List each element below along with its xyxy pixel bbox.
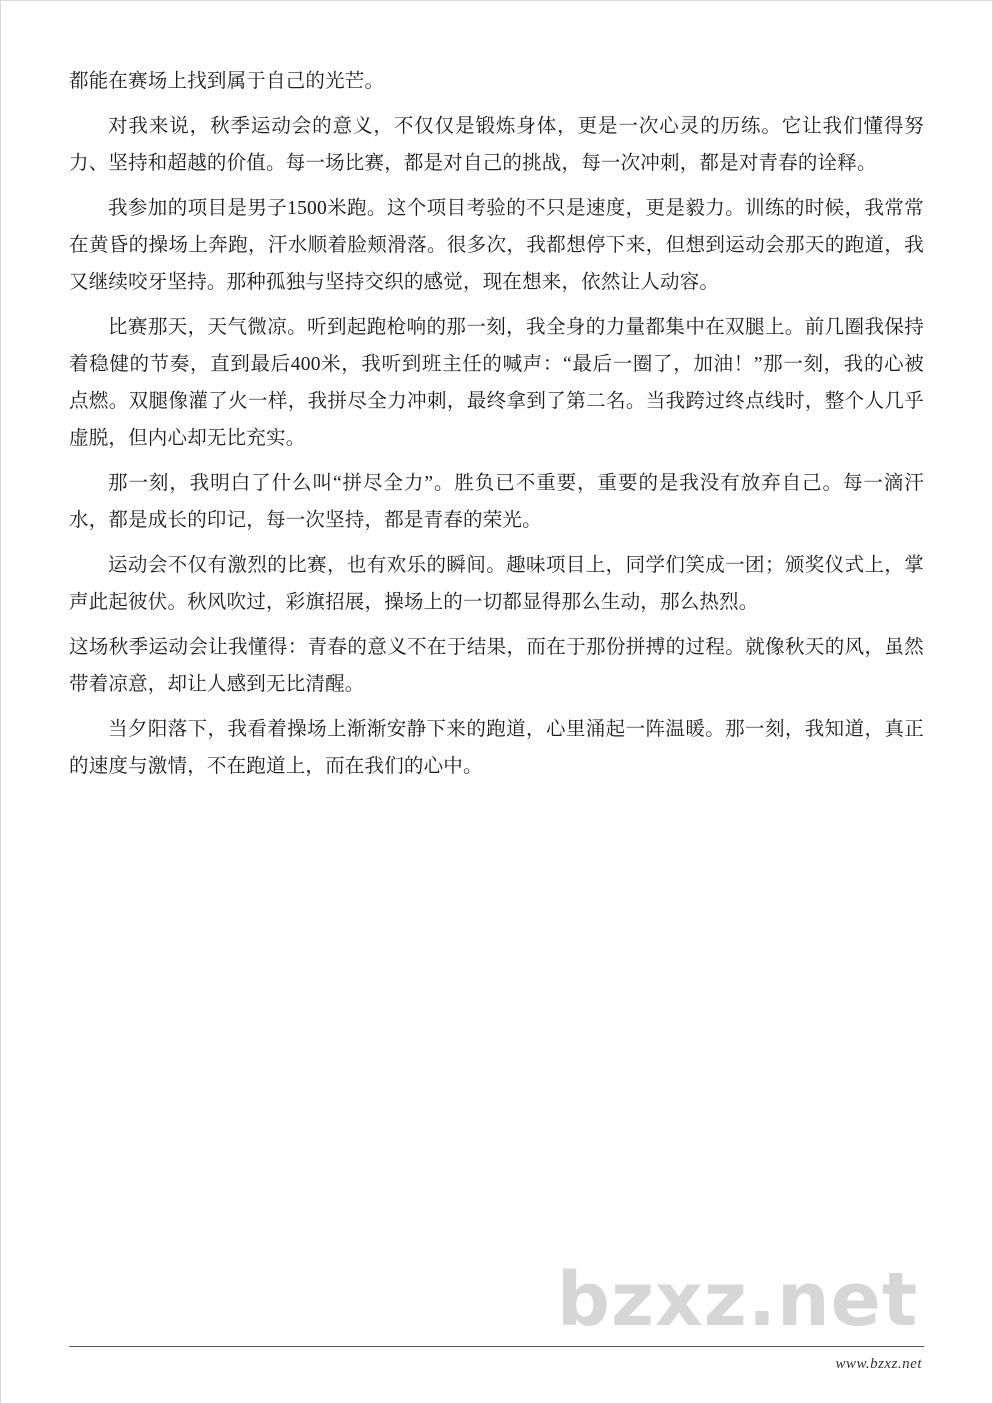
- paragraph: 这场秋季运动会让我懂得：青春的意义不在于结果，而在于那份拼搏的过程。就像秋天的风，虽然带着凉意，却让人感到无比清醒。: [69, 637, 924, 695]
- footer-url: www.bzxz.net: [835, 1356, 922, 1372]
- paragraph: 我参加的项目是男子1500米跑。这个项目考验的不只是速度，更是毅力。训练的时候，我常常在黄昏的操场上奔跑，汗水顺着脸颊滑落。很多次，我都想停下来，但想到运动会那天的跑道，我又继续咬牙坚持。那种孤独与坚持交织的感觉，现在想来，依然让人动容。: [69, 198, 924, 293]
- paragraph: 对我来说，秋季运动会的意义，不仅仅是锻炼身体，更是一次心灵的历练。它让我们懂得努力、坚持和超越的价值。每一场比赛，都是对自己的挑战，每一次冲刺，都是对青春的诠释。: [69, 116, 924, 174]
- paragraph: 那一刻，我明白了什么叫“拼尽全力”。胜负已不重要，重要的是我没有放弃自己。每一滴汗水，都是成长的印记，每一次坚持，都是青春的荣光。: [69, 473, 924, 531]
- paragraph: 运动会不仅有激烈的比赛，也有欢乐的瞬间。趣味项目上，同学们笑成一团；颁奖仪式上，掌声此起彼伏。秋风吹过，彩旗招展，操场上的一切都显得那么生动，那么热烈。: [69, 555, 924, 613]
- document-body: [69, 63, 924, 793]
- paragraph: 比赛那天，天气微凉。听到起跑枪响的那一刻，我全身的力量都集中在双腿上。前几圈我保持着稳健的节奏，直到最后400米，我听到班主任的喊声：“最后一圈了，加油！”那一刻，我的心被点燃。双腿像灌了火一样，我拼尽全力冲刺，最终拿到了第二名。当我跨过终点线时，整个人几乎虚脱，但内心却无比充实。: [69, 317, 924, 449]
- footer-divider: [69, 1346, 924, 1347]
- paragraph: 当夕阳落下，我看着操场上渐渐安静下来的跑道，心里涌起一阵温暖。那一刻，我知道，真正的速度与激情，不在跑道上，而在我们的心中。: [69, 719, 924, 777]
- watermark: bzxz.net: [557, 1257, 919, 1343]
- paragraph: 都能在赛场上找到属于自己的光芒。: [69, 71, 385, 92]
